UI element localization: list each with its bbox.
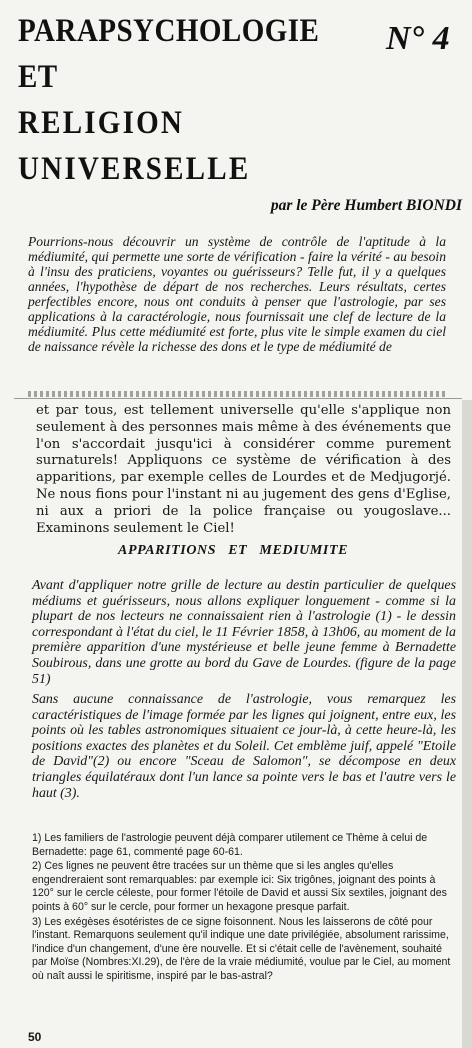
title-line-3: RELIGION UNIVERSELLE — [18, 105, 251, 187]
title-line-2: ET — [18, 59, 58, 95]
byline: par le Père Humbert BIONDI — [270, 197, 462, 214]
footnote-2: 2) Ces lignes ne peuvent être tracées sur un thème que si les angles qu'elles engendreraient sont remarquables: par exemple ici: Six trigônes, joignant des points à 120° sur le cercle céleste, pour former l'étoile de David et aussi Six sextiles, joignant des points à 60° sur le cercle, pour former un hexagone presque parfait. — [32, 860, 447, 913]
continuation-paragraph: et par tous, est tellement universelle qu'elle s'applique non seulement à des personnes mais même à des événements que l'on s'accordait jusqu'ici à considérer comme purement surnaturels! Appliquons ce système de vérification à des apparitions, par exemple celles de Lourdes et de Medjugorjé. Ne nous fions pour l'instant ni au jugement des gens d'Eglise, ni aux a priori de la police française ou yougoslave... Examinons seulement le Ciel! — [36, 403, 451, 536]
footnote-1: 1) Les familiers de l'astrologie peuvent déjà comparer utilement ce Thème à celui de Bernadette: page 61, commenté page 60-61. — [32, 832, 428, 858]
page-number: 50 — [28, 1030, 42, 1044]
section-paragraph-2: Sans aucune connaissance de l'astrologie, vous remarquez les caractéristiques de l'image formée par les lignes qui joignent, entre eux, les points où les tables astronomiques situaient ce jour-là, à cette heure-là, les positions exactes des planètes et du Soleil. Cet emblème juif, appelé "Etoile de David"(2) ou encore "Sceau de Salomon", se décompose en deux triangles équilatéraux dont l'un lance sa pointe vers le bas et l'autre vers le haut (3). — [32, 692, 456, 801]
section-heading: APPARITIONS ET MEDIUMITE — [118, 543, 349, 558]
section-paragraph-1: Avant d'appliquer notre grille de lecture au destin particulier de quelques médiums et guérisseurs, nous allons expliquer longuement - comme si la plupart de nos lecteurs ne connaissaient rien à l'astrologie (1) - le dessin correspondant à l'état du ciel, le 11 Février 1858, à 13h06, au moment de la première apparition d'une mystérieuse et belle jeune femme à Bernadette Soubirous, dans une grotte au bord du Gave de Lourdes. (figure de la page 51) — [32, 578, 456, 687]
article-title — [18, 8, 418, 192]
issue-number: N° 4 — [386, 20, 450, 57]
cut-text-fragment — [28, 391, 446, 397]
footnote-3: 3) Les exégèses ésotéristes de ce signe foisonnent. Nous les laisserons de côté pour l'instant. Remarquons seulement qu'il indique une date privilégiée, absolument rarissime, l'indice d'un changement, d'une ère nouvelle. Et si c'était celle de l'avènement, souhaité par Moïse (Nombres:XI.29), de l'ère de la vraie médiumité, voulue par le Ciel, au moment où naît aussi le spiritisme, inspiré par le bas-astral? — [32, 915, 451, 982]
footnotes — [32, 832, 458, 985]
intro-paragraph: Pourrions-nous découvrir un système de contrôle de l'aptitude à la médiumité, qui permette une sorte de vérification - faire la vérité - au besoin à l'insu des praticiens, voyantes ou guérisseurs? Telle fut, il y a quelques années, l'hypothèse de départ de nos recherches. Leurs résultats, certes perfectibles encore, nous ont conduits à penser que l'astrologie, par ses applications à la caractérologie, nous fournissait une clef de lecture de la médiumité. Plus cette médiumité est forte, plus vite le simple examen du ciel de naissance révèle la richesse des dons et le type de médiumité de — [28, 234, 446, 354]
title-line-1: PARAPSYCHOLOGIE — [18, 13, 320, 49]
scan-edge — [462, 400, 472, 1048]
paste-edge-line — [14, 398, 462, 399]
